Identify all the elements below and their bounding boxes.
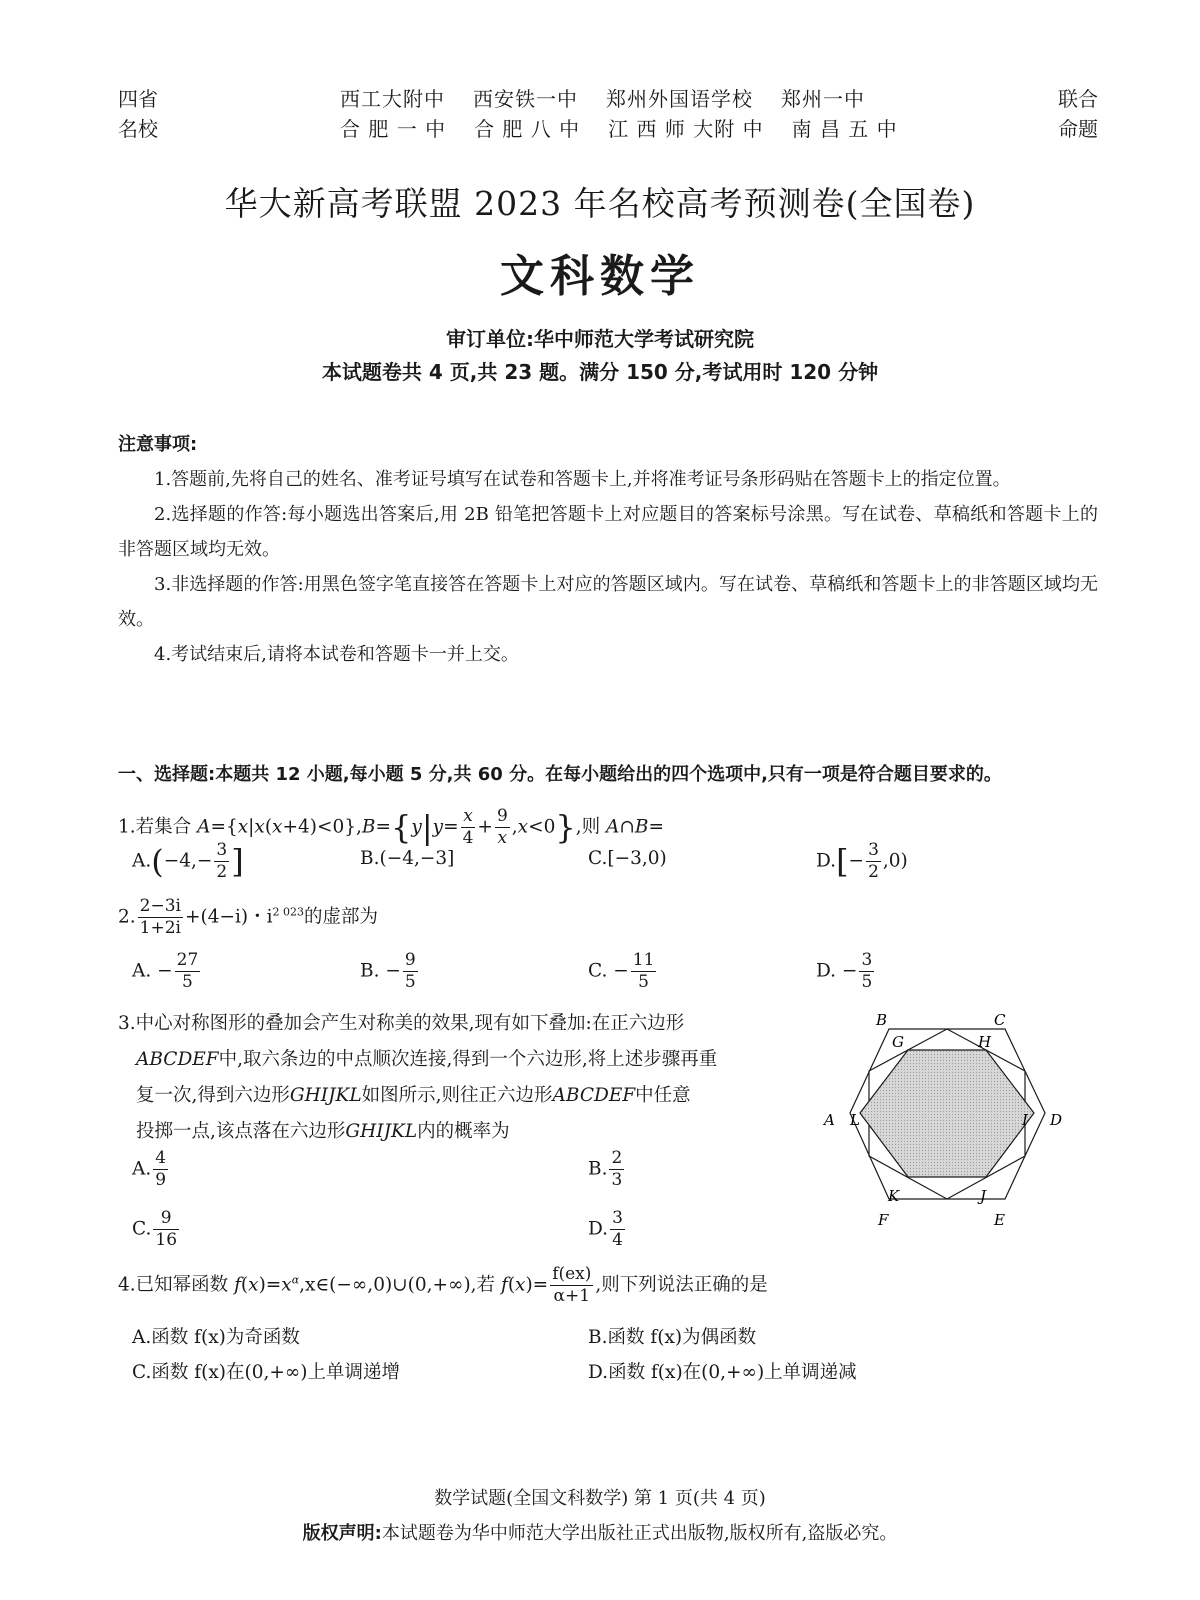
- q4-option-a[interactable]: A.函数 f(x)为奇函数: [132, 1327, 300, 1348]
- notes-heading: 注意事项:: [118, 434, 198, 455]
- q4-option-d[interactable]: D.函数 f(x)在(0,+∞)上单调递减: [588, 1362, 857, 1383]
- copyright-notice: [0, 1519, 1200, 1545]
- note-item: 4.考试结束后,请将本试卷和答题卡一并上交。: [154, 644, 519, 665]
- header-right-2: 命题: [1058, 117, 1098, 141]
- q1-option-c[interactable]: C.[−3,0): [588, 848, 667, 869]
- note-item: 2.选择题的作答:每小题选出答案后,用 2B 铅笔把答题卡上对应题目的答案标号涂黑。写在试卷、草稿纸和答题卡上的非答题区域均无效。: [118, 504, 1098, 560]
- question-2: 2. $\frac{2-3i}{1+2i}$ +(4−i)・$i^{2 023}$的虚部为: [118, 896, 379, 938]
- school: 郑州一中: [781, 87, 865, 111]
- label-h: H: [978, 1033, 992, 1051]
- school: 西工大附中: [340, 87, 445, 111]
- q3-option-c[interactable]: C. $\frac{9}{16}$: [132, 1208, 178, 1250]
- label-l: L: [850, 1111, 860, 1129]
- label-a: A: [824, 1111, 835, 1129]
- school: 合 肥 一 中: [340, 117, 447, 141]
- question-3: 3.中心对称图形的叠加会产生对称美的效果,现有如下叠加:在正六边形 ABCDEF中,取六条边的中点顺次连接,得到一个六边形,将上述步骤再重 复一次,得到六边形GHIJKL如图所示,则往正六边形ABCDEF中任意 投掷一点,该点落在六边形GHIJKL内的概率为: [118, 1013, 718, 1142]
- q3-option-a[interactable]: A. $\frac{4}{9}$: [132, 1148, 167, 1190]
- q3-option-b[interactable]: B. $\frac{2}{3}$: [588, 1148, 623, 1190]
- q1-option-d[interactable]: D.[− $\frac{3}{2}$ ,0): [816, 840, 908, 882]
- hexagon-figure: [810, 1005, 1080, 1235]
- q4-option-b[interactable]: B.函数 f(x)为偶函数: [588, 1327, 757, 1348]
- note-item: 1.答题前,先将自己的姓名、准考证号填写在试卷和答题卡上,并将准考证号条形码贴在答题卡上的指定位置。: [154, 469, 1011, 490]
- exam-title: 华大新高考联盟 2023 年名校高考预测卷(全国卷): [224, 184, 976, 223]
- header-left: [118, 84, 158, 144]
- exam-info-line: 本试题卷共 4 页,共 23 题。满分 150 分,考试用时 120 分钟: [321, 360, 879, 384]
- school: 西安铁一中: [473, 87, 578, 111]
- q2-option-d[interactable]: D. − $\frac{3}{5}$: [816, 950, 873, 992]
- question-4: 4.已知幂函数 $f(x)=x^\alpha,x\in(-\infty,0)\cup(0,+\infty)$,若 f(x)= $\frac{f(ex)}{\alpha+1}$ ,则下列说法正确的是: [118, 1264, 768, 1306]
- header-schools: [340, 84, 926, 144]
- q1-option-b[interactable]: B.(−4,−3]: [360, 848, 455, 869]
- subject-title: 文科数学: [500, 251, 700, 302]
- notes-list: [118, 462, 1098, 672]
- label-e: E: [994, 1211, 1005, 1229]
- school: 南 昌 五 中: [791, 117, 898, 141]
- school: 江 西 师 大附 中: [608, 117, 764, 141]
- q3-option-d[interactable]: D. $\frac{3}{4}$: [588, 1208, 623, 1250]
- school: 郑州外国语学校: [606, 87, 753, 111]
- label-i: I: [1022, 1111, 1028, 1129]
- school: 合 肥 八 中: [474, 117, 581, 141]
- note-item: 3.非选择题的作答:用黑色签字笔直接答在答题卡上对应的答题区域内。写在试卷、草稿纸和答题卡上的非答题区域均无效。: [118, 574, 1098, 630]
- page-footer: 数学试题(全国文科数学) 第 1 页(共 4 页): [434, 1488, 766, 1509]
- copyright-label: 版权声明:: [302, 1523, 382, 1544]
- label-g: G: [892, 1033, 904, 1051]
- label-j: J: [980, 1187, 987, 1205]
- inner-hexagon-ghijkl: [860, 1050, 1034, 1177]
- q4-option-c[interactable]: C.函数 f(x)在(0,+∞)上单调递增: [132, 1362, 400, 1383]
- header-right: [1058, 84, 1098, 144]
- label-d: D: [1050, 1111, 1063, 1129]
- label-b: B: [876, 1011, 888, 1029]
- reviewer-line: 审订单位:华中师范大学考试研究院: [446, 327, 754, 351]
- header-left-2: 名校: [118, 117, 158, 141]
- label-c: C: [994, 1011, 1006, 1029]
- q2-option-a[interactable]: A. − $\frac{27}{5}$: [132, 950, 199, 992]
- q2-option-b[interactable]: B. − $\frac{9}{5}$: [360, 950, 416, 992]
- section-heading: 一、选择题:本题共 12 小题,每小题 5 分,共 60 分。在每小题给出的四个选项中,只有一项是符合题目要求的。: [118, 764, 1002, 785]
- label-k: K: [888, 1187, 900, 1205]
- label-f: F: [878, 1211, 889, 1229]
- question-1: 1.若集合 A={x|x(x+4)<0},B={y|y= $\frac{x}{4}$ + $\frac{9}{x}$ ,x<0},则 A∩B=: [118, 806, 665, 848]
- header-left-1: 四省: [118, 87, 158, 111]
- header-right-1: 联合: [1058, 87, 1098, 111]
- q2-option-c[interactable]: C. − $\frac{11}{5}$: [588, 950, 655, 992]
- q1-option-a[interactable]: A.(−4,− $\frac{3}{2}$ ]: [132, 840, 244, 882]
- copyright-text: 本试题卷为华中师范大学出版社正式出版物,版权所有,盗版必究。: [381, 1523, 898, 1544]
